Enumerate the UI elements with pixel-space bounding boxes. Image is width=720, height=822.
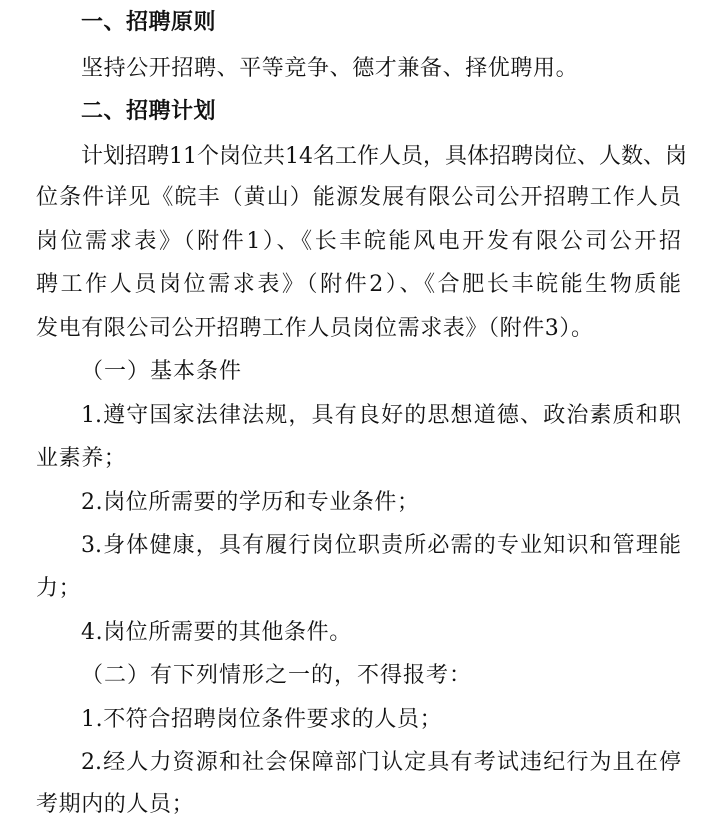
plan-text-line: 聘工作人员岗位需求表》（附件2）、《合肥长丰皖能生物质能 [36,272,681,297]
basic-condition-item: 1.遵守国家法律法规，具有良好的思想道德、政治素质和职 [81,403,681,428]
subheading-exclusions: （二）有下列情形之一的，不得报考： [81,663,473,688]
basic-condition-item: 2.岗位所需要的学历和专业条件； [81,490,420,515]
basic-condition-item: 3.身体健康，具有履行岗位职责所必需的专业知识和管理能 [81,533,681,558]
exclusion-item: 2.经人力资源和社会保障部门认定具有考试违纪行为且在停 [81,750,681,775]
basic-condition-item: 4.岗位所需要的其他条件。 [81,620,352,645]
basic-condition-item-continued: 力； [36,576,82,601]
exclusion-item-continued: 考期内的人员； [36,792,195,817]
plan-text-line: 位条件详见《皖丰（黄山）能源发展有限公司公开招聘工作人员 [36,185,681,210]
section-heading-plan: 二、招聘计划 [81,99,217,124]
principles-text: 坚持公开招聘、平等竞争、德才兼备、择优聘用。 [81,56,579,81]
basic-condition-item-continued: 业素养； [36,446,127,471]
plan-text-line: 发电有限公司公开招聘工作人员岗位需求表》（附件3）。 [36,316,594,341]
subheading-basic-conditions: （一）基本条件 [81,359,243,384]
plan-text-line: 岗位需求表》（附件1）、《长丰皖能风电开发有限公司公开招 [36,229,681,254]
exclusion-item: 1.不符合招聘岗位条件要求的人员； [81,707,443,732]
section-heading-principles: 一、招聘原则 [81,10,217,35]
plan-text-line: 计划招聘11个岗位共14名工作人员，具体招聘岗位、人数、岗 [81,144,687,169]
